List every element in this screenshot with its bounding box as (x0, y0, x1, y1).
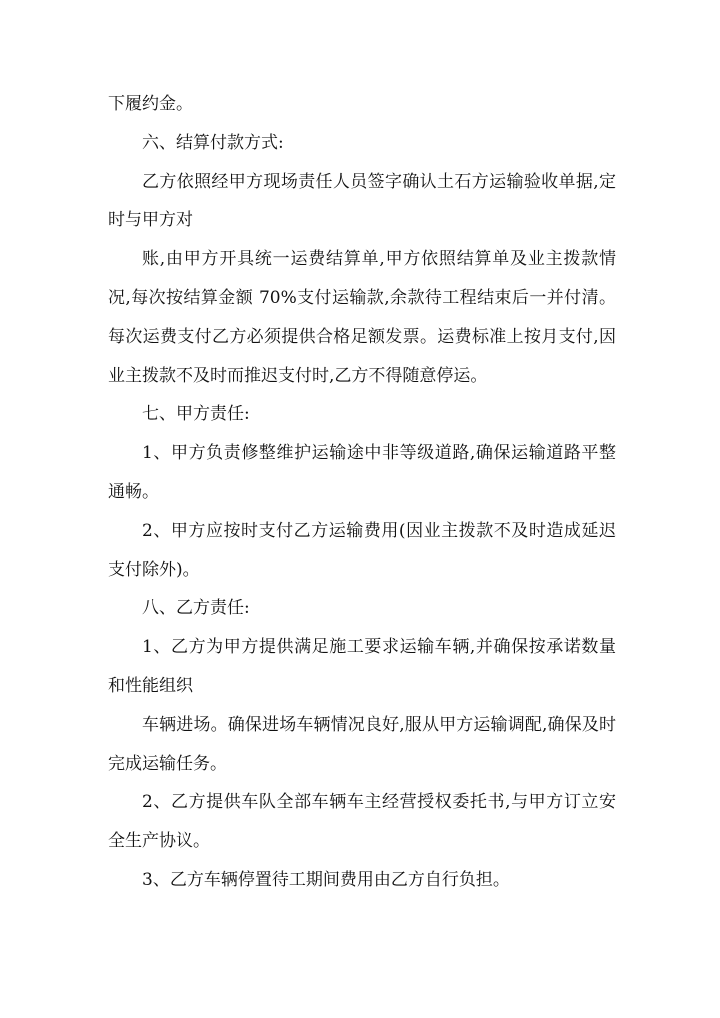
paragraph-settlement-1: 乙方依照经甲方现场责任人员签字确认土石方运输验收单据,定时与甲方对 (108, 171, 616, 231)
paragraph-continuation: 下履约金。 (108, 94, 193, 114)
paragraph-party-a-2: 2、甲方应按时支付乙方运输费用(因业主拨款不及时造成延迟支付除外)。 (108, 520, 616, 580)
section-heading-party-b: 八、乙方责任: (142, 598, 250, 619)
section-heading-settlement: 六、结算付款方式: (142, 132, 284, 153)
section-heading-party-a: 七、甲方责任: (142, 404, 250, 425)
paragraph-party-b-2: 2、乙方提供车队全部车辆车主经营授权委托书,与甲方订立安全生产协议。 (108, 792, 616, 852)
paragraph-settlement-2: 账,由甲方开具统一运费结算单,甲方依照结算单及业主拨款情况,每次按结算金额 70%支付运输款,余款待工程结束后一并付清。每次运费支付乙方必须提供合格足额发票。运费标准上按月支付,因业主拨款不及时而推迟支付时,乙方不得随意停运。 (108, 249, 616, 386)
paragraph-party-b-1: 1、乙方为甲方提供满足施工要求运输车辆,并确保按承诺数量和性能组织 (108, 637, 616, 696)
paragraph-party-b-1-cont: 车辆进场。确保进场车辆情况良好,服从甲方运输调配,确保及时完成运输任务。 (108, 714, 616, 774)
document-body (108, 85, 616, 900)
paragraph-party-b-3: 3、乙方车辆停置待工期间费用由乙方自行负担。 (142, 869, 510, 890)
paragraph-party-a-1: 1、甲方负责修整维护运输途中非等级道路,确保运输道路平整通畅。 (108, 443, 616, 502)
